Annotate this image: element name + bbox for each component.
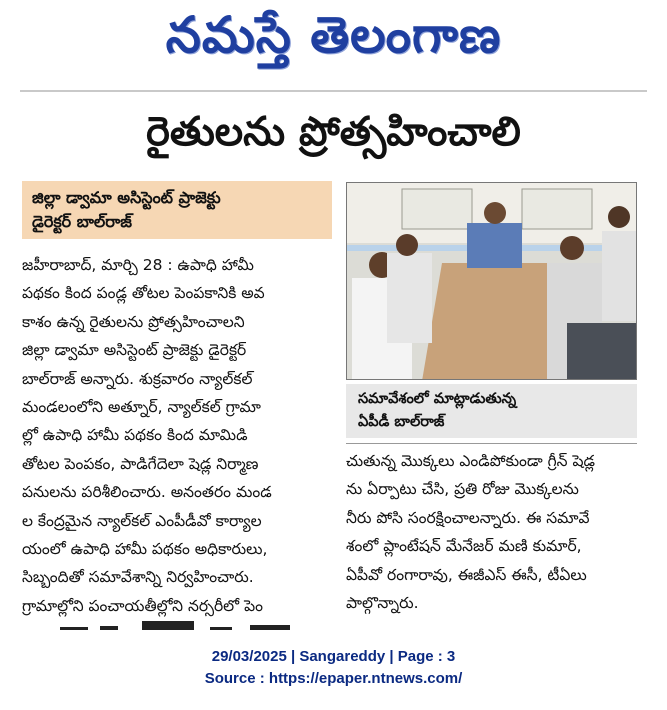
body-line: యంలో ఉపాధి హామీ పథకం అధికారులు, bbox=[22, 540, 268, 559]
body-line: చుతున్న మొక్కలు ఎండిపోకుండా గ్రీన్ షెడ్ల bbox=[346, 452, 596, 470]
body-line: బాల్‌రాజ్ అన్నారు. శుక్రవారం న్యాల్‌కల్ bbox=[22, 369, 253, 388]
source-footer bbox=[0, 646, 667, 690]
footer-source-link[interactable]: Source : https://epaper.ntnews.com/ bbox=[204, 670, 463, 687]
article-body-right-column bbox=[346, 447, 641, 617]
meeting-photo bbox=[346, 182, 637, 380]
body-line: కాశం ఉన్న రైతులను ప్రోత్సహించాలని bbox=[22, 312, 245, 331]
body-line: పథకం కింద పండ్ల తోటల పెంపకానికి అవ bbox=[22, 284, 265, 303]
body-line: మండలంలోని అత్నూర్, న్యాల్‌కల్ గ్రామా bbox=[22, 398, 261, 417]
header-divider bbox=[20, 90, 647, 92]
body-line: జిల్లా డ్వామా అసిస్టెంట్ ప్రాజెక్టు డైరెక్టర్ bbox=[22, 341, 247, 360]
body-line: ను ఏర్పాటు చేసి, ప్రతి రోజు మొక్కలను bbox=[346, 480, 579, 499]
caption-line-2: ఏపీడీ బాల్‌రాజ్ bbox=[358, 414, 445, 430]
article-body-left-column bbox=[22, 251, 340, 620]
footer-date-edition: 29/03/2025 | Sangareddy | Page : 3 bbox=[211, 648, 456, 665]
cropped-text-fragment bbox=[60, 621, 320, 630]
photo-caption bbox=[346, 384, 637, 438]
subheading-line-1: జిల్లా డ్వామా అసిస్టెంట్ ప్రాజెక్టు bbox=[32, 188, 221, 207]
masthead-title: నమస్తే తెలంగాణ bbox=[165, 5, 502, 64]
body-line: గ్రామాల్లోని పంచాయతీల్లోని నర్సరీలో పెం bbox=[22, 596, 263, 615]
body-line: నీరు పోసి సంరక్షించాలన్నారు. ఈ సమావే bbox=[346, 508, 590, 527]
body-line: జహీరాబాద్, మార్చి 28 : ఉపాధి హామీ bbox=[22, 256, 254, 274]
newspaper-masthead bbox=[0, 0, 667, 82]
body-line: పనులను పరిశీలించారు. అనంతరం మండ bbox=[22, 483, 272, 502]
article-subheading bbox=[22, 181, 332, 239]
meeting-photo-illustration bbox=[347, 183, 637, 380]
body-line: ల్లో ఉపాధి హామీ పథకం కింద మామిడి bbox=[22, 426, 248, 445]
caption-line-1: సమావేశంలో మాట్లాడుతున్న bbox=[358, 391, 517, 407]
cropped-next-headline bbox=[60, 618, 320, 630]
body-line: పాల్గొన్నారు. bbox=[346, 594, 419, 613]
body-line: ల కేంద్రమైన న్యాల్‌కల్ ఎంపీడీవో కార్యాల bbox=[22, 511, 262, 530]
article-headline: రైతులను ప్రోత్సహించాలి bbox=[146, 109, 521, 155]
body-line: తోటల పెంపకం, పాడిగేదెలా షెడ్ల నిర్మాణ bbox=[22, 454, 259, 473]
caption-divider bbox=[346, 443, 637, 444]
body-line: ఏపీవో రంగారావు, ఈజీఎస్ ఈసీ, టీఏలు bbox=[346, 565, 587, 584]
body-line: సిబ్బందితో సమావేశాన్ని నిర్వహించారు. bbox=[22, 568, 254, 587]
body-line: శంలో ప్లాంటేషన్ మేనేజర్ మణి కుమార్, bbox=[346, 537, 582, 556]
subheading-line-2: డైరెక్టర్ బాల్‌రాజ్ bbox=[32, 212, 132, 231]
